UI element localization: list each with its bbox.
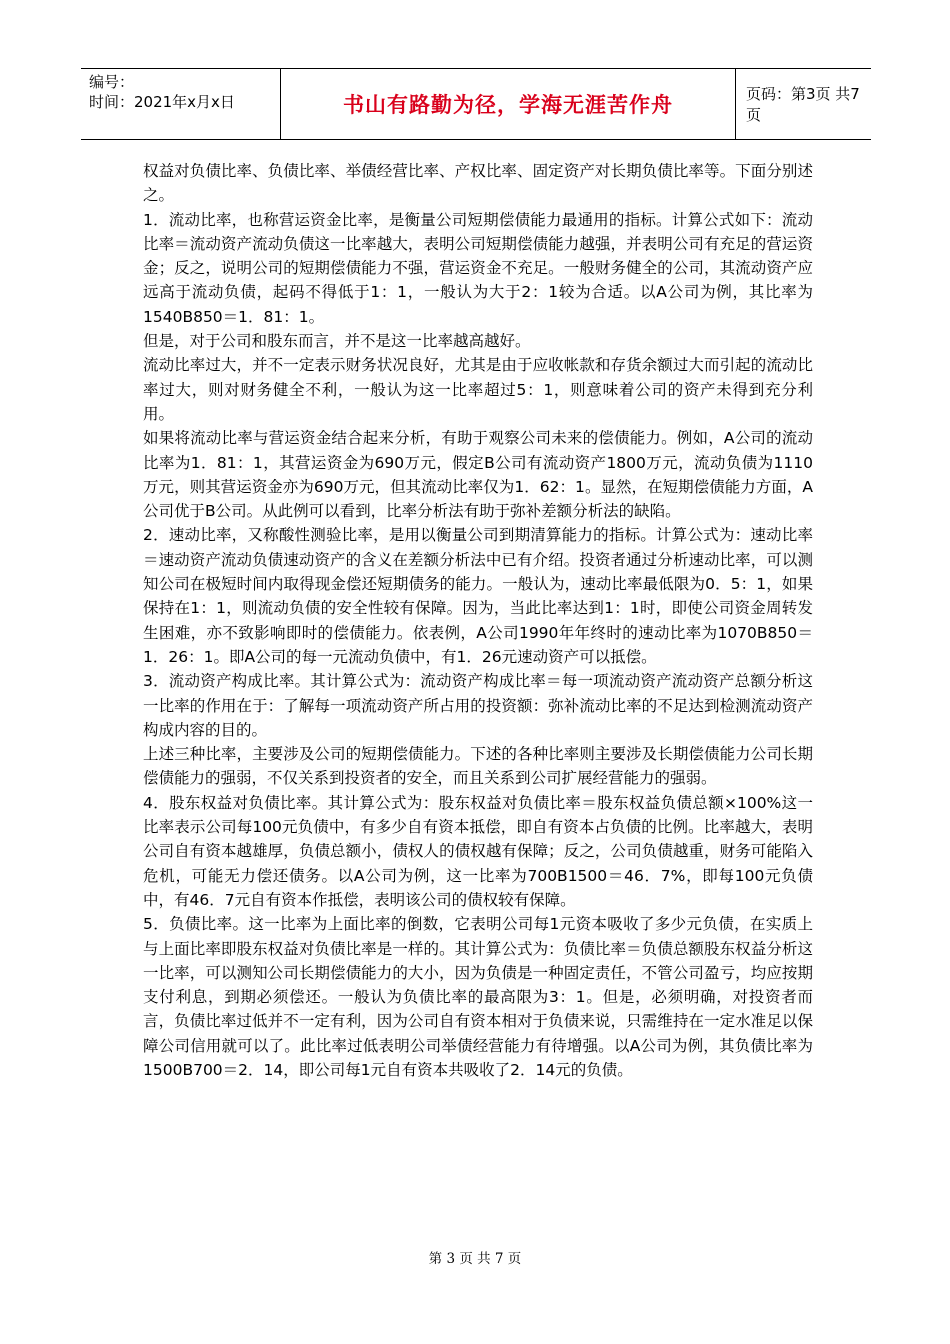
paragraph: 上述三种比率，主要涉及公司的短期偿债能力。下述的各种比率则主要涉及长期偿债能力公司长期偿债能力的强弱，不仅关系到投资者的安全，而且关系到公司扩展经营能力的强弱。 bbox=[143, 745, 813, 788]
header-motto: 书山有路勤为径，学海无涯苦作舟 bbox=[281, 69, 736, 139]
document-body bbox=[143, 159, 813, 1082]
header-page-info: 页码：第3页 共7页 bbox=[746, 85, 860, 124]
paragraph: 5．负债比率。这一比率为上面比率的倒数，它表明公司每1元资本吸收了多少元负债，在实质上与上面比率即股东权益对负债比率是一样的。其计算公式为：负债比率＝负债总额股东权益分析这一比率，可以测知公司长期偿债能力的大小，因为负债是一种固定责任，不管公司盈亏，均应按期支付利息，到期必须偿还。一般认为负债比率的最高限为3：1。但是，必须明确，对投资者而言，负债比率过低并不一定有利，因为公司自有资本相对于负债来说，只需维持在一定水准足以保障公司信用就可以了。此比率过低表明公司举债经营能力有待增强。以A公司为例，其负债比率为1500B700＝2．14，即公司每1元自有资本共吸收了2．14元的负债。 bbox=[143, 915, 813, 1079]
paragraph: 流动比率过大，并不一定表示财务状况良好，尤其是由于应收帐款和存货余额过大而引起的流动比率过大，则对财务健全不利，一般认为这一比率超过5：1，则意味着公司的资产未得到充分利用。 bbox=[143, 356, 813, 423]
header-meta bbox=[81, 69, 281, 139]
page-footer: 第 3 页 共 7 页 bbox=[428, 1251, 522, 1267]
paragraph: 2．速动比率，又称酸性测验比率，是用以衡量公司到期清算能力的指标。计算公式为：速动比率＝速动资产流动负债速动资产的含义在差额分析法中已有介绍。投资者通过分析速动比率，可以测知公司在极短时间内取得现金偿还短期债务的能力。一般认为，速动比率最低限为0．5：1，如果保持在1：1，则流动负债的安全性较有保障。因为，当此比率达到1：1时，即使公司资金周转发生困难，亦不致影响即时的偿债能力。依表例，A公司1990年年终时的速动比率为1070B850＝1．26：1。即A公司的每一元流动负债中，有1．26元速动资产可以抵偿。 bbox=[143, 526, 813, 666]
paragraph: 3．流动资产构成比率。其计算公式为：流动资产构成比率＝每一项流动资产流动资产总额分析这一比率的作用在于：了解每一项流动资产所占用的投资额：弥补流动比率的不足达到检测流动资产构成内容的目的。 bbox=[143, 672, 813, 739]
paragraph: 权益对负债比率、负债比率、举债经营比率、产权比率、固定资产对长期负债比率等。下面分别述之。 bbox=[143, 162, 813, 205]
paragraph: 但是，对于公司和股东而言，并不是这一比率越高越好。 bbox=[143, 332, 531, 351]
date-label: 时间：2021年x月x日 bbox=[89, 93, 235, 111]
paragraph: 4．股东权益对负债比率。其计算公式为：股东权益对负债比率＝股东权益负债总额×100%这一比率表示公司每100元负债中，有多少自有资本抵偿，即自有资本占负债的比例。比率越大，表明公司自有资本越雄厚，负债总额小，债权人的债权越有保障；反之，公司负债越重，财务可能陷入危机，可能无力偿还债务。以A公司为例，这一比率为700B1500＝46．7%，即每100元负债中，有46．7元自有资本作抵偿，表明该公司的债权较有保障。 bbox=[143, 793, 813, 909]
page-header bbox=[81, 68, 871, 140]
serial-label: 编号： bbox=[89, 73, 135, 91]
paragraph: 如果将流动比率与营运资金结合起来分析，有助于观察公司未来的偿债能力。例如，A公司的流动比率为1．81：1，其营运资金为690万元，假定B公司有流动资产1800万元，流动负债为1110万元，则其营运资金亦为690万元，但其流动比率仅为1．62：1。显然，在短期偿债能力方面，A公司优于B公司。从此例可以看到，比率分析法有助于弥补差额分析法的缺陷。 bbox=[143, 429, 813, 521]
paragraph: 1．流动比率，也称营运资金比率，是衡量公司短期偿债能力最通用的指标。计算公式如下：流动比率＝流动资产流动负债这一比率越大，表明公司短期偿债能力越强，并表明公司有充足的营运资金；反之，说明公司的短期偿债能力不强，营运资金不充足。一般财务健全的公司，其流动资产应远高于流动负债，起码不得低于1：1，一般认为大于2：1较为合适。以A公司为例，其比率为1540B850＝1．81：1。 bbox=[143, 210, 813, 326]
